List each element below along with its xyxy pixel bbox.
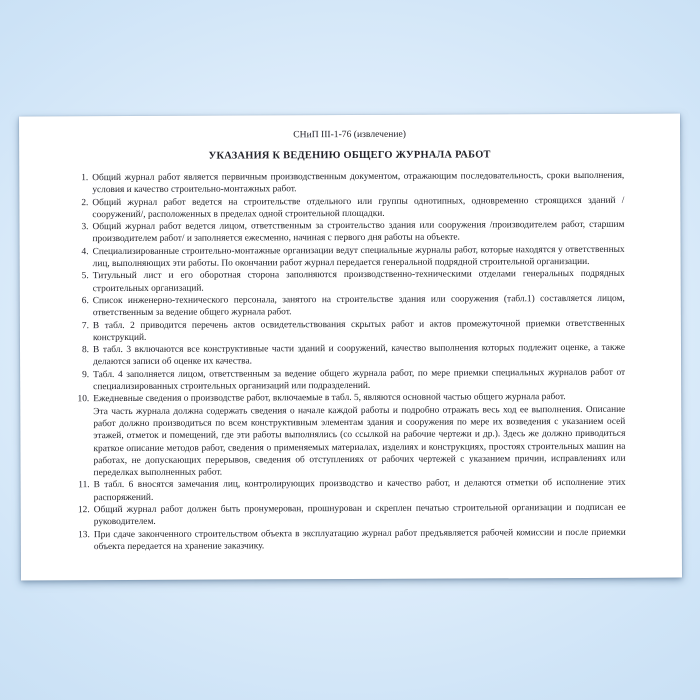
list-item	[76, 367, 625, 394]
instructions-list	[75, 170, 626, 554]
item-text: Общий журнал работ ведется лицом, ответственным за строительство здания или сооружения /производителем работ, старшим производителем работ/ и заполняется ежесменно, начиная с первого дня работы на объекте.	[92, 219, 625, 245]
list-item	[76, 317, 625, 344]
document-page	[19, 114, 682, 581]
item-text: Специализированные строительно-монтажные организации ведут специальные журналы работ, которые находятся у ответственных лиц, выполняющих эти работы. По окончании работ журнал передается генеральной подрядной строительной организации.	[92, 244, 625, 270]
item-number: 2.	[81, 197, 89, 208]
list-item	[75, 219, 624, 246]
item-number: 13.	[78, 529, 90, 540]
item-text: Общий журнал работ ведется на строительстве отдельного или группы однотипных, одновременно строящихся зданий /сооружений/, расположенных в пределах одной строительной площадки.	[92, 195, 625, 221]
item-number: 10.	[77, 394, 90, 405]
list-item	[77, 477, 626, 504]
item-number: 11.	[78, 480, 90, 491]
item-text: При сдаче законченного строительством объекта в эксплуатацию журнал работ предъявляется рабочей комиссии и после приемки объекта передается на хранение заказчику.	[93, 527, 626, 553]
item-text: Табл. 4 заполняется лицом, ответственным за ведение общего журнала работ, по мере приемки специальных журналов работ от специализированных строительных организаций или подразделений.	[93, 367, 626, 393]
list-item	[75, 170, 624, 197]
item-text: В табл. 2 приводится перечень актов освидетельствования скрытых работ и актов промежуточной приемки ответственных конструкций.	[92, 318, 625, 343]
item-number: 8.	[81, 345, 90, 356]
item-text: Общий журнал работ должен быть пронумерован, прошнурован и скреплен печатью строительной организации и подписан ее руководителем.	[93, 502, 626, 528]
list-item	[77, 526, 626, 553]
item-text: Общий журнал работ является первичным производственным документом, отражающим последовательность, сроки выполнения, условия и качество строительно-монтажных работ.	[92, 170, 625, 196]
list-item	[75, 194, 624, 221]
list-item	[76, 342, 625, 369]
list-item	[77, 502, 626, 529]
item-text: Ежедневные сведения о производстве работ, включаемые в табл. 5, являются основной частью общего журнала работ.	[93, 392, 566, 405]
document-source-label: СНиП III-1-76 (извлечение)	[293, 128, 406, 141]
item-number: 12.	[77, 505, 90, 516]
item-text: В табл. 3 включаются все конструктивные части зданий и сооружений, качество выполнения которых подлежит оценке, а также делаются записи об оценке их качества.	[92, 342, 626, 368]
item-text: Список инженерно-технического персонала, занятого на строительстве здания или сооружения (табл.1) составляется лицом, ответственным за ведение общего журнала работ.	[92, 293, 625, 319]
item-number: 3.	[81, 222, 89, 233]
list-item	[76, 244, 625, 271]
list-item	[76, 268, 625, 295]
item-text: В табл. 6 вносятся замечания лиц, контролирующих производство и качество работ, и делаются отметки об исполнение этих распоряжений.	[93, 478, 626, 503]
item-number: 7.	[81, 320, 89, 331]
item-number: 6.	[81, 296, 89, 307]
item-continuation-text: Эта часть журнала должна содержать сведения о начале каждой работы и подробно отражать весь ход ее выполнения. Описание работ должно производиться по всем конструктивным элементам здания и сооружения по мере их возведения с указанием осей этажей, отметок и помещений, где эти работы выполнялись (со ссылкой на рабочие чертежи и др.). Здесь же должно приводиться краткое описание методов работ, сведения о применяемых материалах, изделиях и конструкциях, простоях строительных машин на работах, не допускающих перерывов, сведения об отступлениях от рабочих чертежей с указанием причин, исправлениях или переделках выполненных работ.	[93, 404, 626, 479]
list-item	[76, 293, 625, 320]
list-item	[76, 391, 625, 479]
item-number: 9.	[82, 369, 90, 380]
item-text: Титульный лист и его оборотная сторона заполняются производственно-техническими отделами генеральных подрядных строительных организаций.	[92, 269, 625, 294]
item-number: 4.	[81, 246, 89, 257]
document-title: УКАЗАНИЯ К ВЕДЕНИЮ ОБЩЕГО ЖУРНАЛА РАБОТ	[208, 149, 491, 162]
item-number: 1.	[81, 173, 89, 184]
item-number: 5.	[81, 271, 89, 282]
